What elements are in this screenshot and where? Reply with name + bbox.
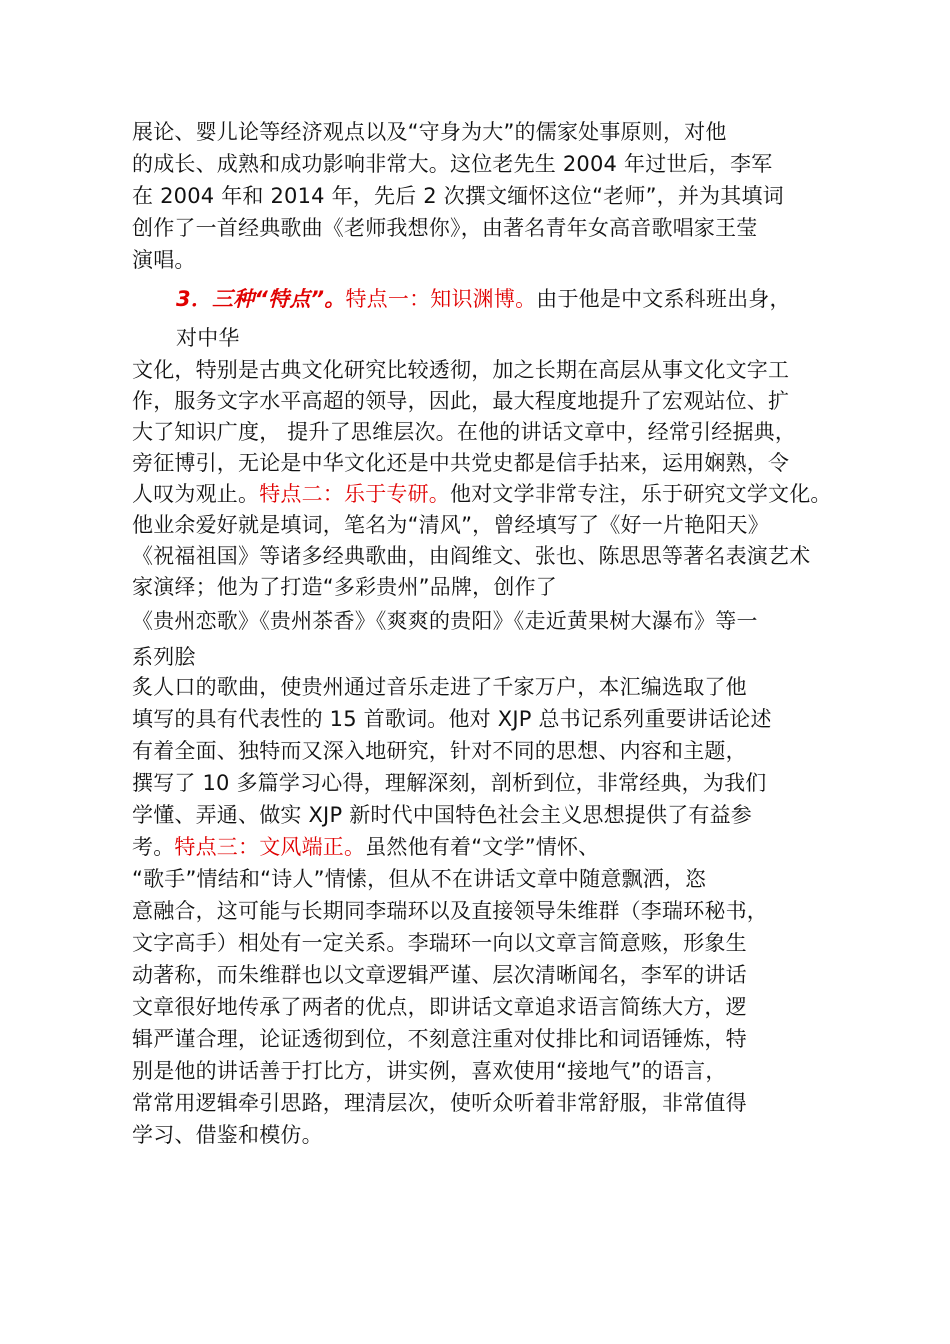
body-line: 旁征博引，无论是中华文化还是中共党史都是信手拈来，运用娴熟，令	[132, 451, 790, 475]
body-line: 文章很好地传承了两者的优点，即讲话文章追求语言简练大方，逻	[132, 995, 747, 1019]
body-line: 常常用逻辑牵引思路，理清层次，使听众听着非常舒服，非常值得	[132, 1091, 747, 1115]
body-line: 对中华	[176, 326, 240, 350]
body-line: 家演绎；他为了打造“多彩贵州”品牌，创作了	[132, 575, 557, 599]
section-heading-line	[176, 284, 791, 314]
body-line: 填写的具有代表性的 15 首歌词。他对 XJP 总书记系列重要讲话论述	[132, 707, 772, 731]
feature-label: 特点二：乐于专研。	[259, 482, 451, 506]
body-line: 大了知识广度， 提升了思维层次。在他的讲话文章中，经常引经据典，	[132, 420, 797, 444]
body-text: 虽然他有着“文学”情怀、	[365, 835, 600, 859]
body-line: 《祝福祖国》等诸多经典歌曲，由阎维文、张也、陈思思等著名表演艺术	[132, 544, 811, 568]
body-line: 他业余爱好就是填词，笔名为“清风”，曾经填写了《好一片艳阳天》	[132, 513, 769, 537]
body-text: 考。	[132, 835, 175, 859]
body-line: “歌手”情结和“诗人”情愫，但从不在讲话文章中随意飘洒，恣	[132, 867, 707, 891]
body-line: 炙人口的歌曲，使贵州通过音乐走进了千家万户，本汇编选取了他	[132, 675, 747, 699]
body-line: 演唱。	[132, 248, 196, 272]
body-line: 动著称，而朱维群也以文章逻辑严谨、层次清晰闻名，李军的讲话	[132, 963, 747, 987]
body-line: 《贵州恋歌》《贵州茶香》《爽爽的贵阳》《走近黄果树大瀑布》等一	[132, 609, 758, 633]
body-line: 文化，特别是古典文化研究比较透彻，加之长期在高层从事文化文字工	[132, 358, 790, 382]
body-line: 文字高手）相处有一定关系。李瑞环一向以文章言简意赅，形象生	[132, 931, 747, 955]
body-line: 学习、借鉴和模仿。	[132, 1123, 323, 1147]
body-line: 学懂、弄通、做实 XJP 新时代中国特色社会主义思想提供了有益参	[132, 803, 752, 827]
body-text: 他对文学非常专注，乐于研究文学文化。	[450, 482, 832, 506]
body-line: 展论、婴儿论等经济观点以及“守身为大”的儒家处事原则，对他	[132, 120, 727, 144]
body-line: 在 2004 年和 2014 年，先后 2 次撰文缅怀这位“老师”，并为其填词	[132, 184, 784, 208]
body-line	[132, 832, 599, 862]
body-text: 人叹为观止。	[132, 482, 260, 506]
feature-label: 特点一：知识渊博。	[345, 287, 537, 311]
section-heading: 3．三种“特点”。	[176, 287, 346, 311]
body-line: 有着全面、独特而又深入地研究，针对不同的思想、内容和主题，	[132, 739, 747, 763]
body-line: 撰写了 10 多篇学习心得，理解深刻，剖析到位，非常经典，为我们	[132, 771, 767, 795]
body-line: 系列脍	[132, 645, 196, 669]
body-line: 辑严谨合理，论证透彻到位，不刻意注重对仗排比和词语锤炼，特	[132, 1027, 747, 1051]
body-line: 作，服务文字水平高超的领导，因此，最大程度地提升了宏观站位、扩	[132, 389, 790, 413]
body-line: 别是他的讲话善于打比方，讲实例，喜欢使用“接地气”的语言，	[132, 1059, 727, 1083]
body-line	[132, 479, 832, 509]
body-text: 由于他是中文系科班出身，	[536, 287, 791, 311]
feature-label: 特点三：文风端正。	[174, 835, 366, 859]
body-line: 的成长、成熟和成功影响非常大。这位老先生 2004 年过世后，李军	[132, 152, 773, 176]
body-line: 创作了一首经典歌曲《老师我想你》，由著名青年女高音歌唱家王莹	[132, 216, 758, 240]
body-line: 意融合，这可能与长期同李瑞环以及直接领导朱维群（李瑞环秘书，	[132, 899, 768, 923]
